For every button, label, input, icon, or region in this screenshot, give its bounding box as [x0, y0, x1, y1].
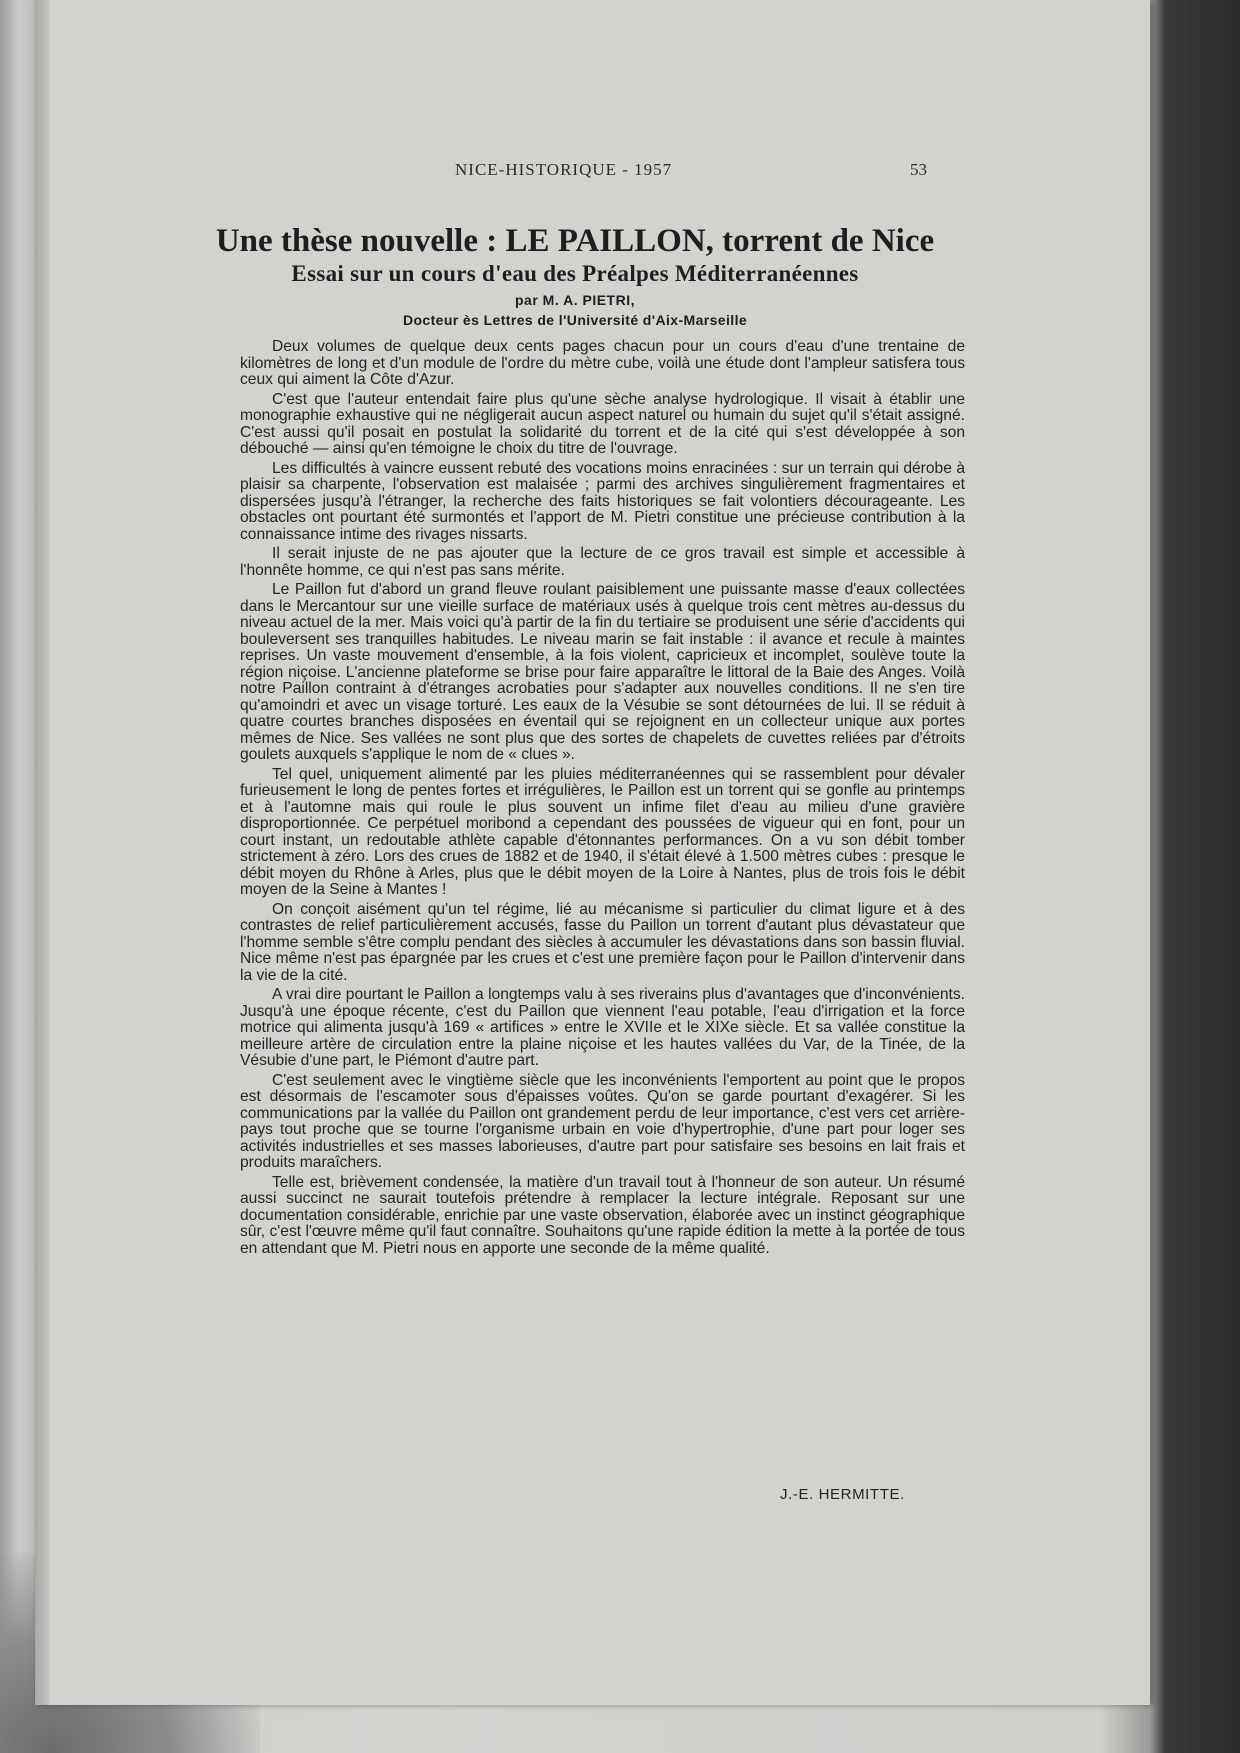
paragraph-1: Deux volumes de quelque deux cents pages chacun pour un cours d'eau d'une trentaine de kilomètres de long et d'un module de l'ordre du mètre cube, voilà une étude dont l'ampleur satisfera tous ceux qui aiment la Côte d'Azur. — [240, 338, 965, 388]
article-title: Une thèse nouvelle : LE PAILLON, torrent de Nice — [215, 223, 935, 259]
paragraph-2: C'est que l'auteur entendait faire plus qu'une sèche analyse hydrologique. Il visait à établir une monographie exhaustive qui ne négligerait aucun aspect naturel ou humain du sujet qu'il s'était assigné. C'est aussi qu'il posait en postulat la solidarité du torrent et de la cité qui s'est développée à son débouché — ainsi qu'en témoigne le choix du titre de l'ouvrage. — [240, 390, 965, 457]
paragraph-4: Il serait injuste de ne pas ajouter que la lecture de ce gros travail est simple et accessible à l'honnête homme, ce qui n'est pas sans mérite. — [240, 545, 965, 579]
paragraph-10: Telle est, brièvement condensée, la matière d'un travail tout à l'honneur de son auteur. Un résumé aussi succinct ne saurait toutefois prétendre à remplacer la lecture intégrale. Reposant sur une documentation considérable, enrichie par une vaste observation, élaborée avec un instinct géographique sûr, c'est l'œuvre même qu'il faut connaître. Souhaitons qu'une rapide édition la mette à la portée de tous en attendant que M. Pietri nous en apporte une seconde de la même qualité. — [240, 1173, 965, 1257]
article-body — [240, 339, 965, 1260]
page-header — [35, 160, 1150, 184]
author-credentials: Docteur ès Lettres de l'Université d'Aix-Marseille — [402, 312, 748, 328]
paragraph-8: A vrai dire pourtant le Paillon a longtemps valu à ses riverains plus d'avantages que d'inconvénients. Jusqu'à une époque récente, c'est du Paillon que viennent l'eau potable, l'eau d'irrigation et la force motrice qui alimenta jusqu'à 169 « artifices » entre le XVIIe et le XIXe siècle. Et sa vallée constitue la meilleure artère de circulation entre la plaine niçoise et les hautes vallées du Var, de la Tinée, de la Vésubie d'une part, le Piémont d'autre part. — [240, 986, 965, 1069]
paragraph-6: Tel quel, uniquement alimenté par les pluies méditerranéennes qui se rassemblent pour dévaler furieusement le long de pentes fortes et irrégulières, le Paillon est un torrent qui se gonfle au printemps et à l'automne mais qui roule le plus souvent un infime filet d'eau au milieu d'une gravière disproportionnée. Ce perpétuel moribond a cependant des poussées de vigueur qui en font, pour un court instant, un redoutable athlète capable d'étonnantes performances. On a vu son débit tomber strictement à zéro. Lors des crues de 1882 et de 1940, il s'était élevé à 1.500 mètres cubes : presque le débit moyen du Rhône à Arles, plus que le débit moyen de la Loire à Nantes, plus de trois fois le débit moyen de la Seine à Mantes ! — [240, 765, 965, 898]
article-byline: par M. A. PIETRI, — [515, 292, 635, 308]
page-number: 53 — [910, 160, 927, 179]
paragraph-5: Le Paillon fut d'abord un grand fleuve roulant paisiblement une puissante masse d'eaux collectées dans le Mercantour sur une vieille surface de matériaux usés à quelque trois cent mètres au-dessus du niveau actuel de la mer. Mais voici qu'à partir de la fin du tertiaire se produisent une série d'accidents qui bouleversent ses tranquilles habitudes. Le niveau marin se fait instable : il avance et recule à maintes reprises. Un vaste mouvement d'ensemble, à la fois violent, capricieux et incomplet, soulève toute la région niçoise. L'ancienne plateforme se brise pour faire apparaître le littoral de la Baie des Anges. Voilà notre Paillon contraint à d'étranges acrobaties pour s'adapter aux nouvelles conditions. Il ne s'en tire qu'amoindri et avec un visage torturé. Les eaux de la Vésubie se sont détournées de lui. Il se réduit à quatre courtes branches disposées en éventail qui se rejoignent en un collecteur unique aux portes mêmes de Nice. Ses vallées ne sont plus que des sortes de chapelets de cuvettes reliées par d'étroits goulets auxquels s'applique le nom de « clues ». — [240, 581, 965, 763]
paragraph-9: C'est seulement avec le vingtième siècle que les inconvénients l'emportent au point que le propos est désormais de l'escamoter sous d'épaisses voûtes. Qu'on se garde pourtant d'exagérer. Si les communications par la vallée du Paillon ont grandement perdu de leur importance, c'est vers cet arrière-pays tout proche que se tourne l'organisme urbain en voie d'hypertrophie, d'une part pour loger ses activités industrielles et ses masses laborieuses, d'autre part pour satisfaire ses besoins en lait frais et produits maraîchers. — [240, 1071, 965, 1171]
article-signature: J.-E. HERMITTE. — [780, 1486, 905, 1503]
article-subtitle: Essai sur un cours d'eau des Préalpes Méditerranéennes — [291, 261, 859, 286]
paragraph-7: On conçoit aisément qu'un tel régime, lié au mécanisme si particulier du climat ligure et à des contrastes de relief particulièrement accusés, fasse du Paillon un torrent d'autant plus dévastateur que l'homme semble s'être complu pendant des siècles à accumuler les dévastations dans son bassin fluvial. Nice même n'est pas épargnée par les crues et c'est une première façon pour le Paillon d'intervenir dans la vie de la cité. — [240, 900, 965, 984]
page-spine-shadow — [35, 0, 49, 1705]
running-head: NICE-HISTORIQUE - 1957 — [455, 160, 673, 179]
article-heading — [155, 222, 995, 330]
paragraph-3: Les difficultés à vaincre eussent rebuté des vocations moins enracinées : sur un terrain qui dérobe à plaisir sa charpente, l'observation est malaisée ; parmi des archives singulièrement fragmentaires et dispersées jusqu'à l'étranger, la recherche des faits historiques se fait volontiers décourageante. Les obstacles ont pourtant été surmontés et l'apport de M. Pietri constitue une précieuse contribution à la connaissance intime des rivages nissarts. — [240, 459, 965, 543]
document-page — [35, 0, 1150, 1705]
